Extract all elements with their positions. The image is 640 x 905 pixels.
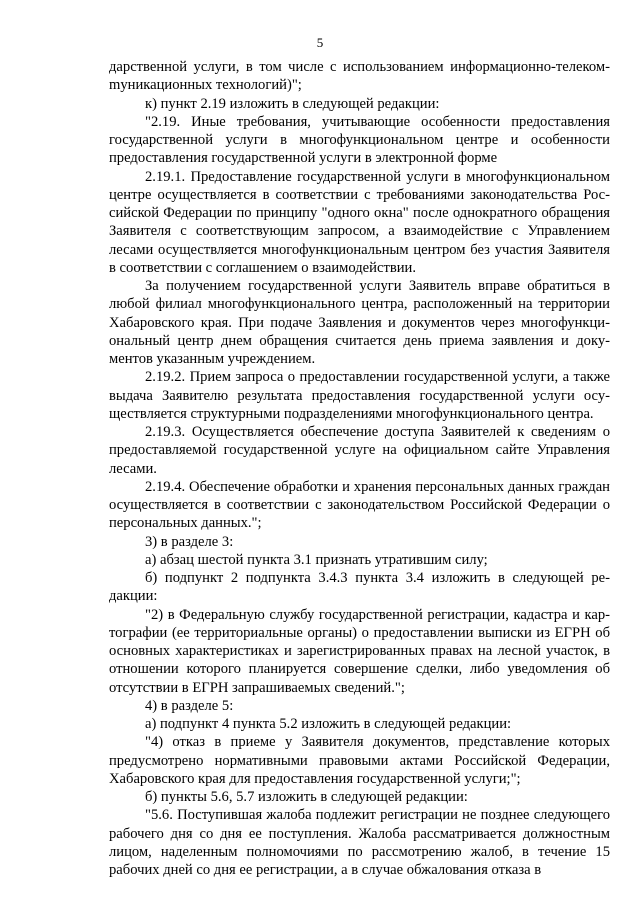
paragraph-item-b: б) подпункт 2 подпункта 3.4.3 пункта 3.4 изложить в следующей редакции: xyxy=(109,570,610,605)
paragraph-2-19: "2.19. Иные требования, учитывающие особенности предоставления государственной услуги в многофункциональном центре и особенности предоставления государственной услуги в электронной форме xyxy=(109,113,610,167)
paragraph-5-6: "5.6. Поступившая жалоба подлежит регистрации не позднее следующего рабочего дня со дня ее поступления. Жалоба рассматривается должностным лицом, наделенным полномочиями по рассмотрению жалоб, в течение 15 рабочих дней со дня ее регистрации, а в случае обжалования отказа в xyxy=(109,807,610,878)
paragraph-section-3: 3) в разделе 3: xyxy=(145,533,234,550)
paragraph-subitem-4: "4) отказ в приеме у Заявителя документов, представление которых предусмотрено нормативными правовыми актами Российской Федерации, Хабаровского края для предоставления государственной услуги;"; xyxy=(109,734,610,787)
paragraph-mfc-branch: За получением государственной услуги Заявитель вправе обратиться в любой филиал многофункционального центра, расположенный на территории Хабаровского края. При подаче Заявления и документов через многофункциональный центр днем обращения считается день приема заявления и документов указанным учреждением. xyxy=(109,278,610,367)
page-number: 5 xyxy=(316,35,324,50)
paragraph-item-a-5-2: а) подпункт 4 пункта 5.2 изложить в следующей редакции: xyxy=(145,716,512,732)
paragraph-section-5: 4) в разделе 5: xyxy=(145,697,234,714)
paragraph-2-19-1: 2.19.1. Предоставление государственной услуги в многофункциональном центре осуществляется в соответствии с требованиями законодательства Российской Федерации по принципу "одного окна" после однократного обращения Заявителя с соответствующим запросом, а взаимодействие с Управлением лесами осуществляется многофункциональным центром без участия Заявителя в соответствии с соглашением о взаимодействии. xyxy=(109,168,610,276)
paragraph-2-19-2: 2.19.2. Прием запроса о предоставлении государственной услуги, а также выдача Заявителю результата предоставления государственной услуги осуществляется структурными подразделениями многофункционального центра. xyxy=(109,369,610,422)
paragraph-2-19-3: 2.19.3. Осуществляется обеспечение доступа Заявителей к сведениям о предоставляемой государственной услуге на официальном сайте Управления лесами. xyxy=(109,424,610,477)
paragraph-continuation: дарственной услуги, в том числе с использованием информационно-телекомmуникационных технологий)"; xyxy=(109,59,610,94)
document-body xyxy=(109,58,610,879)
paragraph-item-b-5-6: б) пункты 5.6, 5.7 изложить в следующей редакции: xyxy=(145,789,468,805)
paragraph-item-a: а) абзац шестой пункта 3.1 признать утратившим силу; xyxy=(145,551,488,568)
paragraph-item-k: к) пункт 2.19 изложить в следующей редакции: xyxy=(145,95,440,112)
paragraph-subitem-2: "2) в Федеральную службу государственной регистрации, кадастра и картографии (ее территориальные органы) о предоставлении выписки из ЕГРН об основных характеристиках и зарегистрированных правах на лесной участок, в отношении которого планируется совершение сделки, либо уведомления об отсутствии в ЕГРН запрашиваемых сведений."; xyxy=(109,606,610,696)
paragraph-2-19-4: 2.19.4. Обеспечение обработки и хранения персональных данных граждан осуществляется в соответствии с законодательством Российской Федерации о персональных данных."; xyxy=(109,478,610,532)
